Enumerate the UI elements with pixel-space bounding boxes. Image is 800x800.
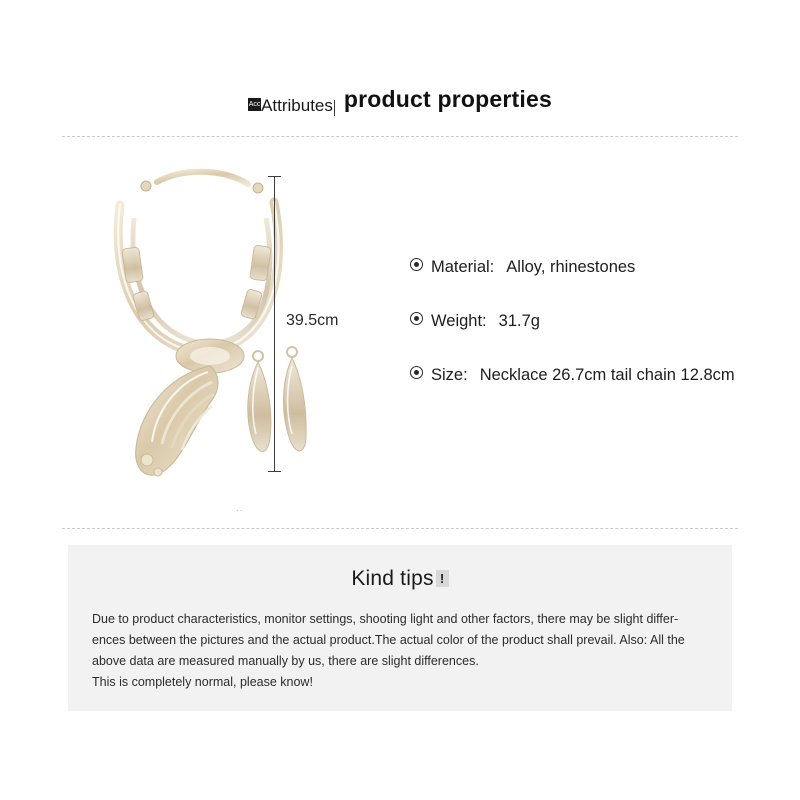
tips-body <box>92 609 710 693</box>
spec-row-material <box>410 258 780 277</box>
divider-bottom <box>62 528 738 529</box>
spec-label-size: Size: <box>431 366 468 384</box>
bullet-icon <box>410 366 423 379</box>
badge-divider <box>334 100 335 116</box>
measurement-label: 39.5cm <box>286 312 339 329</box>
spec-label-weight: Weight: <box>431 312 487 330</box>
badge-abbrev: Acc <box>248 98 261 111</box>
tips-line-2: ences between the pictures and the actual product.The actual color of the product shall prevail. Also: All the <box>92 633 685 647</box>
badge-label: Attributes <box>261 95 333 115</box>
spec-list <box>410 258 780 420</box>
spec-row-size <box>410 366 780 385</box>
spec-label-material: Material: <box>431 258 495 276</box>
tips-title <box>68 567 732 591</box>
spec-row-weight <box>410 312 780 331</box>
divider-top <box>62 136 738 137</box>
spec-value-material: Alloy, rhinestones <box>506 258 636 276</box>
bullet-icon <box>410 312 423 325</box>
tips-title-text: Kind tips <box>351 567 434 590</box>
tips-line-3: above data are measured manually by us, there are slight differences. <box>92 654 479 668</box>
measurement-tick-top <box>268 176 281 177</box>
page-header <box>0 86 800 116</box>
exclamation-icon: ! <box>436 570 449 587</box>
spec-value-weight: 31.7g <box>498 312 540 330</box>
measurement-line <box>274 176 275 472</box>
measurement-bracket <box>268 176 280 472</box>
tips-line-1: Due to product characteristics, monitor settings, shooting light and other factors, there may be slight differ- <box>92 612 679 626</box>
jewelry-illustration <box>62 160 362 510</box>
spec-value-size: Necklace 26.7cm tail chain 12.8cm <box>479 366 735 384</box>
attributes-badge <box>248 96 344 116</box>
image-watermark: .. <box>236 503 244 514</box>
page-title: product properties <box>343 86 552 112</box>
kind-tips-panel <box>68 545 732 711</box>
measurement-tick-bottom <box>268 471 281 472</box>
tips-line-4: This is completely normal, please know! <box>92 675 313 689</box>
product-image <box>62 160 362 510</box>
bullet-icon <box>410 258 423 271</box>
